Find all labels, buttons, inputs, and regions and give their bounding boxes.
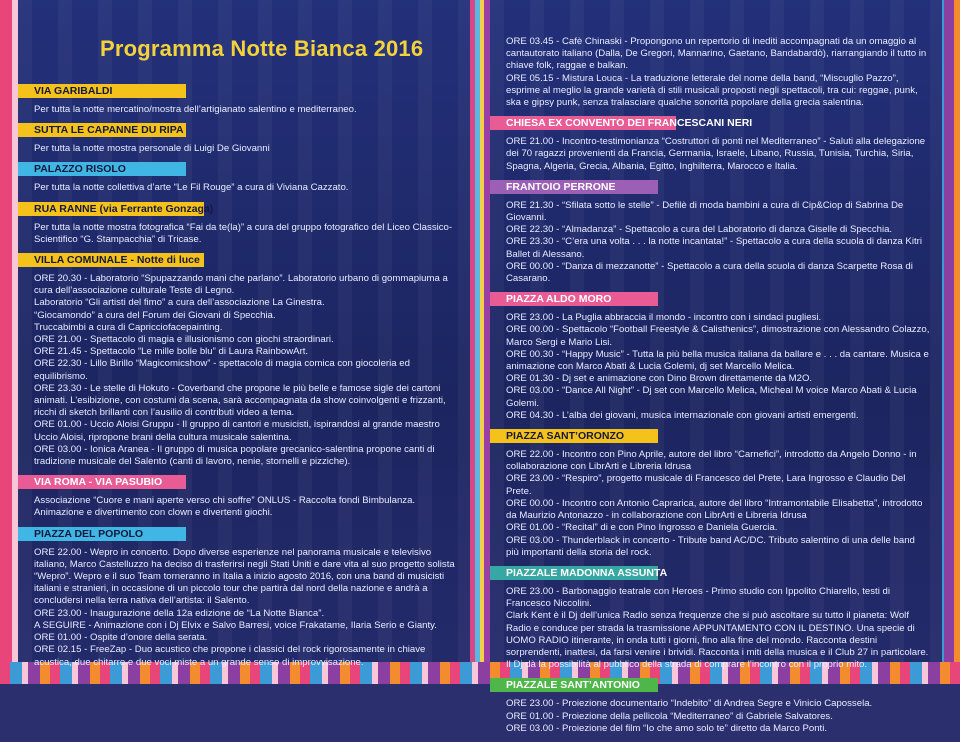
section-piazza-aldo-moro [490,292,942,422]
program-line: ORE 03.00 - Proiezione del film “Io che amo solo te” diretto da Marco Ponti. [506,722,828,734]
section-piazza-sant-oronzo [490,429,942,559]
program-line: ORE 23.30 - “C’era una volta . . . la notte incantata!” - Spettacolo a cura della scuola di danza Kitri Ballet di Alessano. [506,236,922,260]
section-palazzo-risolo [18,162,470,194]
program-line: ORE 02.15 - FreeZap - Duo acustico che propone i classici del rock rigorosamente in chiave acustica, due chitarre e due voci miste a un grande senso di improvvisazione. [34,644,426,668]
program-line: ORE 03.45 - Cafè Chinaski - Propongono un repertorio di inediti accompagnati da un omaggio al cantautorato italiano (Dalla, De Gregori, Mannarino, Gaetano, Bandabardò), riarrangiando il tutto in chiave folk, raggae e balkan. [506,36,927,72]
program-line: ORE 22.30 - Lillo Birillo “Magicomicshow” - spettacolo di magia comica con giocoleria ed equilibrismo. [34,358,410,382]
program-line: ORE 22.00 - Wepro in concerto. Dopo diverse esperienze nel panorama musicale e televisivo italiano, Marco Castelluzzo ha deciso di trasferirsi negli Stati Uniti e dare vita al suo progetto solista “Wepro”. Wepro e il suo Team torneranno in Italia a inizio agosto 2016, con una band di musicisti italiani e stranieri, in occasione di un piccolo tour che partirà dal nord della nazione e andrà a concludersi nella terra nativa dell’artista: il Salento. [34,546,455,607]
program-line: ORE 23.00 - “Respiro”, progetto musicale di Francesco del Prete, Lara Ingrosso e Claudio Del Prete. [506,473,906,497]
left-program [18,84,470,676]
program-line: ORE 20.30 - Laboratorio “Spupazzando mani che parlano”. Laboratorio urbano di gommapiuma a cura dell’associazione culturale Teste di Legno. [34,273,448,297]
program-line: Clark Kent è il Dj dell’unica Radio senza frequenze che si può ascoltare su tutto il pianeta: Wolf Radio e conduce per strada la trasmissione APPUNTAMENTO CON IL DESTINO. Una specie di UOMO RADIO itinerante, in onda tutti i giorni, fino alla fine del mondo. Racconta destini sorprendenti, inattesi, da farsi venire i brividi. Racconta i miti della musica e il Club 27 in particolare. Il Dj dà la possibilità al pubblico della strada di comprare l’incontro con il proprio mito. [506,610,929,671]
center-fold [470,0,490,662]
program-line: ORE 21.30 - “Sfilata sotto le stelle” - Defilè di moda bambini a cura di Cip&Ciop di Sabrina De Giovanni. [506,199,904,224]
section-header: VIA GARIBALDI [18,84,186,98]
section-header: CHIESA EX CONVENTO DEI FRANCESCANI NERI [490,116,676,130]
section-frantoio-perrone [490,180,942,285]
section-sutta-le-capanne-du-ripa [18,123,470,155]
program-line: ORE 04.30 - L’alba dei giovani, musica internazionale con giovani artisti emergenti. [506,409,859,421]
section-header: PALAZZO RISOLO [18,162,186,176]
program-line: ORE 01.00 - Proiezione della pellicola “Mediterraneo” di Gabriele Salvatores. [506,710,833,722]
program-line: Laboratorio “Gli artisti del fimo” a cura dell’associazione La Ginestra. [34,297,325,309]
section-body [490,36,942,109]
section-piazzale-madonna-assunta [490,566,942,671]
section-body [18,495,470,519]
section-body [490,698,942,735]
program-line: Per tutta la notte mostra personale di Luigi De Giovanni [34,143,270,155]
section-villa-comunale-notte-di-luce [18,253,470,468]
page-title: Programma Notte Bianca 2016 [100,36,424,61]
section-continued [490,36,942,109]
program-line: ORE 23.30 - Le stelle di Hokuto - Coverband che propone le più belle e famose sigle dei cartoni animati. L’esibizione, con costumi da scena, sarà accompagnata da show coinvolgenti e frizzanti, ricchi di sketch brillanti con l’ausilio di contributi video a tema. [34,382,446,419]
program-line: ORE 21.00 - Spettacolo di magia e illusionismo con giochi straordinari. [34,334,334,346]
section-header: RUA RANNE (via Ferrante Gonzaga) [18,202,204,216]
section-header: PIAZZALE SANT’ANTONIO [490,678,658,692]
program-line: ORE 03.00 - Ionica Aranea - Il gruppo di musica popolare grecanico-salentina propone canti di tradizione musicale del Salento (canti di lavoro, nenie, stornelli e pizziche). [34,443,435,468]
program-line: ORE 00.00 - Incontro con Antonio Caprarica, autore del libro “Intramontabile Elisabetta”, introdotto da Maurizio Antonazzo - in collaborazione con LibrArti e Libreria Idrusa [506,497,923,522]
section-via-garibaldi [18,84,470,116]
program-line: ORE 23.00 - Barbonaggio teatrale con Heroes - Primo studio con Ippolito Chiarello, testi di Francesco Niccolini. [506,585,890,610]
program-line: ORE 01.30 - Dj set e animazione con Dino Brown direttamente da M2O. [506,373,813,385]
section-header: PIAZZA ALDO MORO [490,292,658,306]
program-line: ORE 23.00 - Inaugurazione della 12a edizione de “La Notte Bianca”. [34,607,325,619]
program-line: ORE 01.00 - “Recital” di e con Pino Ingrosso e Daniela Guercia. [506,522,778,534]
section-body [490,449,942,559]
program-line: ORE 00.00 - “Danza di mezzanotte” - Spettacolo a cura della scuola di danza Scarpette Rosa di Casarano. [506,260,913,285]
right-program [490,36,942,742]
right-panel [490,0,942,734]
program-line: ORE 00.30 - “Happy Music” - Tutta la più bella musica italiana da ballare e . . . da cantare. Musica e animazione con Marco Abati & Lucia Golemi, dj set Marcello Melica. [506,348,929,373]
section-body [490,586,942,671]
section-via-roma-via-pasubio [18,475,470,519]
program-line: ORE 03.00 - Thunderblack in concerto - Tribute band AC/DC. Tributo salentino di una delle band più importanti della storia del rock. [506,534,915,558]
section-body [490,312,942,422]
program-line: A SEGUIRE - Animazione con i Dj Elvix e Salvo Barresi, voice Frakatame, Ilaria Serio e Gianty. [34,619,437,631]
program-line: Truccabimbi a cura di Capricciofacepainting. [34,321,223,333]
section-header: FRANTOIO PERRONE [490,180,658,194]
program-line: ORE 22.00 - Incontro con Pino Aprile, autore del libro “Carnefici”, introdotto da Angelo Donno - in collaborazione con LibrArti e Libreria Idrusa [506,449,917,473]
program-line: ORE 01.00 - Uccio Aloisi Gruppu - Il gruppo di cantori e musicisti, ispirandosi al grande maestro Uccio Aloisi, ripropone brani della cultura musicale salentina. [34,419,440,443]
section-header: PIAZZA DEL POPOLO [18,527,186,541]
program-line: ORE 05.15 - Mistura Louca - La traduzione letterale del nome della band, “Miscuglio Pazzo”, esprime al meglio la grande varietà di stili musicali proposti negli spettacoli, tra cui: reggae, punk, ska e gipsy punk, senza tralasciare qualche sonorità popolare della grecia salentina. [506,72,918,109]
section-body [18,222,470,246]
section-header: PIAZZA SANT’ORONZO [490,429,658,443]
section-body [490,136,942,173]
program-line: ORE 23.00 - Proiezione documentario “Indebito” di Andrea Segre e Vinicio Capossela. [506,698,873,710]
program-line: ORE 22.30 - “Almadanza” - Spettacolo a cura del Laboratorio di danza Giselle di Specchia. [506,224,893,236]
program-line: Per tutta la notte mercatino/mostra dell’artigianato salentino e mediterraneo. [34,104,357,115]
section-body [18,273,470,468]
program-line: Associazione “Cuore e mani aperte verso chi soffre” ONLUS - Raccolta fondi Bimbulanza. Animazione e divertimento con clown e divertenti giochi. [34,495,416,519]
section-rua-ranne-via-ferrante-gonzaga [18,202,470,246]
program-line: ORE 01.00 - Ospite d’onore della serata. [34,632,208,644]
section-chiesa-ex-convento-dei-francescani-neri [490,116,942,173]
program-line: ORE 21.45 - Spettacolo “Le mille bolle blu” di Laura RainbowArt. [34,346,309,358]
section-header: VILLA COMUNALE - Notte di luce [18,253,204,267]
section-header: SUTTA LE CAPANNE DU RIPA [18,123,186,137]
section-piazza-del-popolo [18,527,470,669]
section-body [18,182,470,194]
program-line: ORE 03.00 - “Dance All Night” - Dj set con Marcello Melica, Micheal M voice Marco Abati & Lucia Golemi. [506,385,917,409]
program-line: ORE 00.00 - Spettacolo “Football Freestyle & Calisthenics”, dimostrazione con Alessandro Colazzo, Marco Sergi e Mario Lisi. [506,324,930,348]
program-line: ORE 21.00 - Incontro-testimonianza “Costruttori di ponti nel Mediterraneo” - Saluti alla delegazione dei 70 ragazzi provenienti da Francia, Germania, Israele, Libano, Russia, Tunisia, Turchia, Siria, Spagna, Algeria, Grecia, Albania, Egitto, Inghilterra, Marocco e Italia. [506,136,926,172]
section-piazzale-sant-antonio [490,678,942,735]
section-body [18,547,470,669]
program-line: Per tutta la notte collettiva d’arte “Le Fil Rouge” a cura di Viviana Cazzato. [34,182,349,194]
section-body [18,104,470,116]
program-line: ORE 23.00 - La Puglia abbraccia il mondo - incontro con i sindaci pugliesi. [506,312,822,324]
section-body [18,143,470,155]
program-line: Per tutta la notte mostra fotografica “Fai da te(la)” a cura del gruppo fotografico del Liceo Classico-Scientifico “G. Stampacchia” di Tricase. [34,221,453,245]
section-header: PIAZZALE MADONNA ASSUNTA [490,566,658,580]
section-body [490,200,942,285]
section-header: VIA ROMA - VIA PASUBIO [18,475,186,489]
program-line: “Giocamondo” a cura del Forum dei Giovani di Specchia. [34,309,276,321]
left-panel [18,0,470,668]
